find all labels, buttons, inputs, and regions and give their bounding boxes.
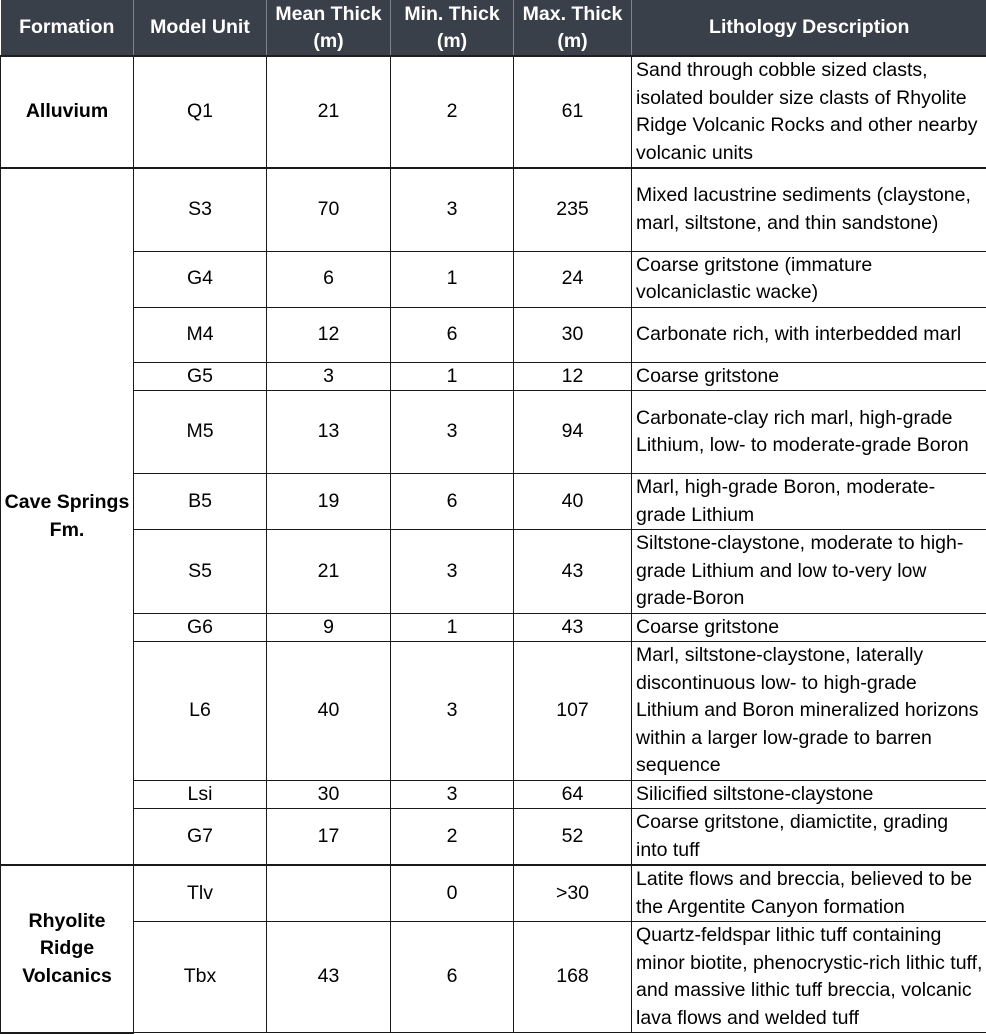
table-row — [1, 780, 986, 809]
min-cell: 3 — [391, 168, 514, 251]
mean-cell — [267, 865, 391, 922]
lithology-cell: Carbonate-clay rich marl, high-grade Lithium, low- to moderate-grade Boron — [632, 391, 986, 474]
lithology-cell: Silicified siltstone-claystone — [632, 780, 986, 809]
table-header — [1, 0, 986, 56]
unit-cell: G7 — [134, 809, 267, 866]
max-cell: 64 — [514, 780, 632, 809]
header-lithology: Lithology Description — [632, 0, 986, 56]
lithology-cell: Marl, siltstone-claystone, laterally discontinuous low- to high-grade Lithium and Boron mineralized horizons within a larger low-grade to barren sequence — [632, 642, 986, 781]
min-cell: 6 — [391, 307, 514, 362]
mean-cell: 13 — [267, 391, 391, 474]
max-cell: 107 — [514, 642, 632, 781]
lithology-cell: Latite flows and breccia, believed to be the Argentite Canyon formation — [632, 865, 986, 922]
mean-cell: 3 — [267, 362, 391, 391]
table-row — [1, 168, 986, 251]
min-cell: 2 — [391, 809, 514, 866]
mean-cell: 12 — [267, 307, 391, 362]
table-row — [1, 362, 986, 391]
lithology-cell: Carbonate rich, with interbedded marl — [632, 307, 986, 362]
formation-cell: Rhyolite Ridge Volcanics — [1, 865, 134, 1033]
lithology-cell: Mixed lacustrine sediments (claystone, marl, siltstone, and thin sandstone) — [632, 168, 986, 251]
lithology-cell: Marl, high-grade Boron, moderate-grade Lithium — [632, 474, 986, 530]
header-mean-thick: Mean Thick (m) — [267, 0, 391, 56]
max-cell: 94 — [514, 391, 632, 474]
table-row — [1, 251, 986, 307]
mean-cell: 43 — [267, 922, 391, 1033]
max-cell: 12 — [514, 362, 632, 391]
unit-cell: Tlv — [134, 865, 267, 922]
unit-cell: G5 — [134, 362, 267, 391]
mean-cell: 21 — [267, 56, 391, 168]
table-row — [1, 809, 986, 866]
mean-cell: 17 — [267, 809, 391, 866]
mean-cell: 19 — [267, 474, 391, 530]
min-cell: 3 — [391, 530, 514, 614]
lithology-cell: Sand through cobble sized clasts, isolated boulder size clasts of Rhyolite Ridge Volcanic Rocks and other nearby volcanic units — [632, 56, 986, 168]
mean-cell: 21 — [267, 530, 391, 614]
mean-cell: 9 — [267, 613, 391, 642]
unit-cell: M5 — [134, 391, 267, 474]
max-cell: 61 — [514, 56, 632, 168]
table-body — [1, 56, 986, 1033]
unit-cell: G4 — [134, 251, 267, 307]
header-min-thick: Min. Thick (m) — [391, 0, 514, 56]
header-formation: Formation — [1, 0, 134, 56]
min-cell: 1 — [391, 613, 514, 642]
min-cell: 3 — [391, 780, 514, 809]
header-model-unit: Model Unit — [134, 0, 267, 56]
mean-cell: 70 — [267, 168, 391, 251]
unit-cell: L6 — [134, 642, 267, 781]
formation-cell: Alluvium — [1, 56, 134, 168]
min-cell: 6 — [391, 922, 514, 1033]
unit-cell: S3 — [134, 168, 267, 251]
max-cell: 24 — [514, 251, 632, 307]
min-cell: 1 — [391, 362, 514, 391]
max-cell: 40 — [514, 474, 632, 530]
unit-cell: G6 — [134, 613, 267, 642]
unit-cell: M4 — [134, 307, 267, 362]
max-cell: 52 — [514, 809, 632, 866]
mean-cell: 30 — [267, 780, 391, 809]
max-cell: 43 — [514, 530, 632, 614]
table-row — [1, 307, 986, 362]
max-cell: >30 — [514, 865, 632, 922]
header-max-thick: Max. Thick (m) — [514, 0, 632, 56]
lithology-cell: Coarse gritstone, diamictite, grading into tuff — [632, 809, 986, 866]
table-row — [1, 865, 986, 922]
lithology-cell: Coarse gritstone — [632, 362, 986, 391]
max-cell: 43 — [514, 613, 632, 642]
lithology-cell: Coarse gritstone — [632, 613, 986, 642]
min-cell: 6 — [391, 474, 514, 530]
lithology-cell: Siltstone-claystone, moderate to high-grade Lithium and low to-very low grade-Boron — [632, 530, 986, 614]
table-row — [1, 530, 986, 614]
mean-cell: 40 — [267, 642, 391, 781]
lithology-cell: Coarse gritstone (immature volcaniclastic wacke) — [632, 251, 986, 307]
unit-cell: Lsi — [134, 780, 267, 809]
unit-cell: Q1 — [134, 56, 267, 168]
min-cell: 3 — [391, 391, 514, 474]
min-cell: 1 — [391, 251, 514, 307]
min-cell: 3 — [391, 642, 514, 781]
unit-cell: B5 — [134, 474, 267, 530]
unit-cell: S5 — [134, 530, 267, 614]
unit-cell: Tbx — [134, 922, 267, 1033]
max-cell: 168 — [514, 922, 632, 1033]
table-row — [1, 56, 986, 168]
max-cell: 30 — [514, 307, 632, 362]
mean-cell: 6 — [267, 251, 391, 307]
formation-cell: Cave Springs Fm. — [1, 168, 134, 865]
min-cell: 2 — [391, 56, 514, 168]
lithology-cell: Quartz-feldspar lithic tuff containing minor biotite, phenocrystic-rich lithic tuff, and massive lithic tuff breccia, volcanic lava flows and welded tuff — [632, 922, 986, 1033]
table-row — [1, 642, 986, 781]
min-cell: 0 — [391, 865, 514, 922]
table-row — [1, 613, 986, 642]
max-cell: 235 — [514, 168, 632, 251]
table-row — [1, 474, 986, 530]
table-row — [1, 391, 986, 474]
table-row — [1, 922, 986, 1033]
